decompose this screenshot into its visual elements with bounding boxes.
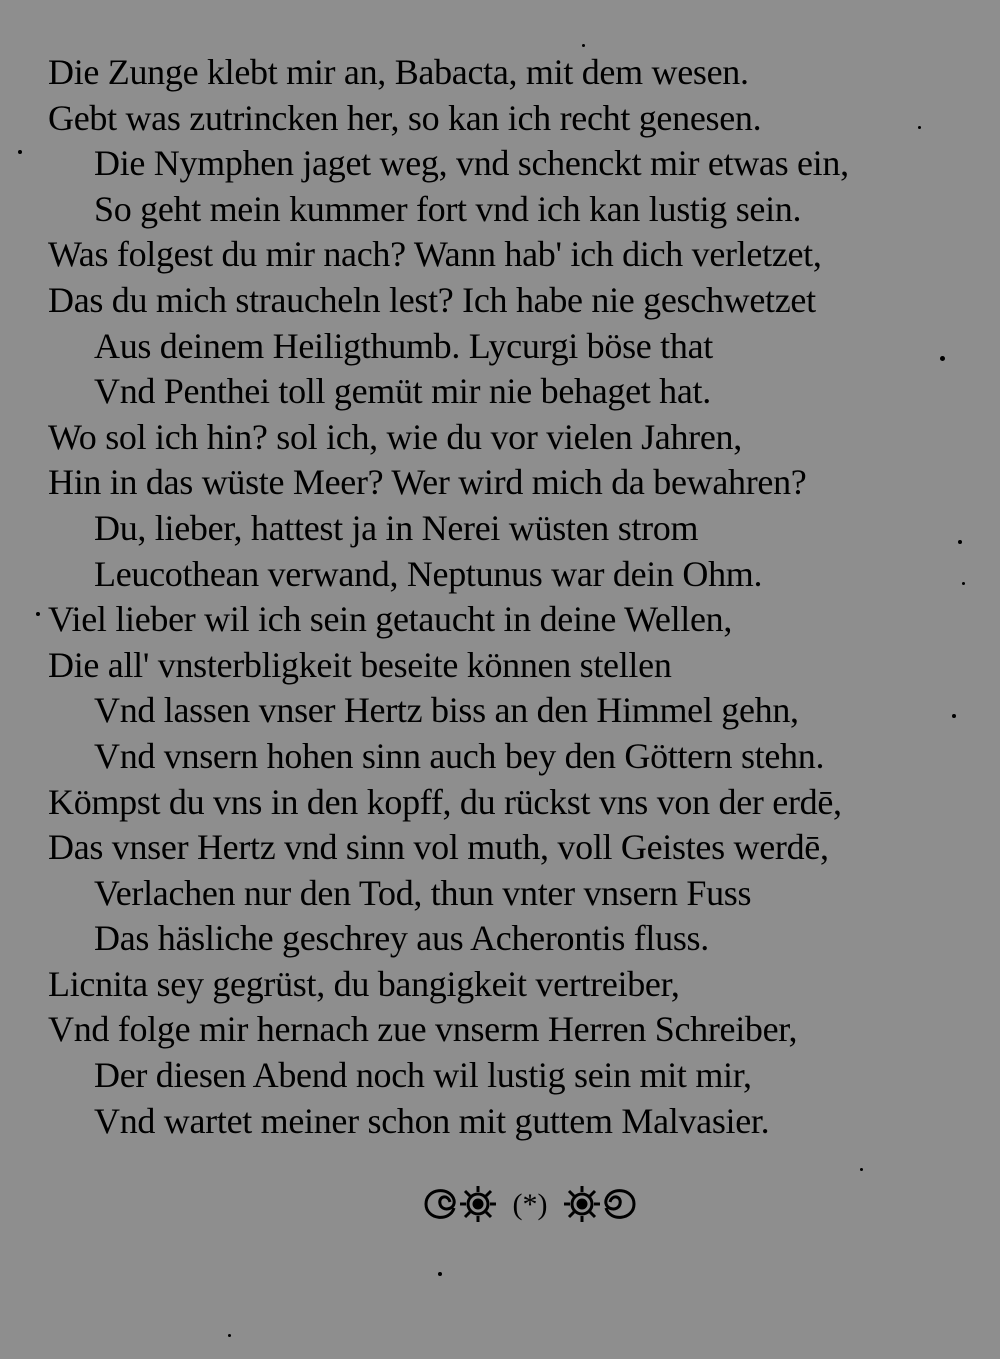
poem-line: Hin in das wüste Meer? Wer wird mich da bewahren? [48,462,807,503]
ink-speck [952,714,956,718]
ink-speck [918,126,921,129]
ornament-center: (*) [512,1188,548,1221]
ink-speck [438,1272,442,1276]
poem-text [48,50,968,1144]
poem-line: Gebt was zutrincken her, so kan ich recht genesen. [48,97,762,138]
poem-line: Viel lieber wil ich sein getaucht in deine Wellen, [48,599,733,640]
poem-line: Der diesen Abend noch wil lustig sein mit mir, [94,1055,752,1096]
poem-line: Vnd vnsern hohen sinn auch bey den Göttern stehn. [94,735,825,776]
ink-speck [18,150,22,154]
poem-line: Licnita sey gegrüst, du bangigkeit vertreiber, [48,963,680,1004]
poem-line: Vnd folge mir hernach zue vnserm Herren Schreiber, [48,1009,798,1050]
poem-line: Vnd wartet meiner schon mit guttem Malvasier. [94,1100,770,1141]
ink-speck [860,1168,863,1171]
ink-speck [940,356,945,361]
ink-speck [962,582,965,585]
ink-speck [582,44,585,47]
poem-line: Vnd lassen vnser Hertz biss an den Himmel gehn, [94,690,799,731]
poem-line: Die Nymphen jaget weg, vnd schenckt mir etwas ein, [94,143,849,184]
poem-line: Aus deinem Heiligthumb. Lycurgi böse that [94,325,713,366]
poem-line: Das vnser Hertz vnd sinn vol muth, voll Geistes werdē, [48,827,829,868]
poem-line: Wo sol ich hin? sol ich, wie du vor vielen Jahren, [48,416,742,457]
ink-speck [958,540,962,544]
printers-ornament-icon [420,1176,640,1232]
ink-speck [36,612,40,616]
poem-line: Was folgest du mir nach? Wann hab' ich dich verletzet, [48,234,822,275]
poem-line: Verlachen nur den Tod, thun vnter vnsern Fuss [94,872,752,913]
ink-speck [228,1334,231,1337]
poem-line: Vnd Penthei toll gemüt mir nie behaget hat. [94,371,711,412]
poem-line: Die Zunge klebt mir an, Babacta, mit dem wesen. [48,52,749,92]
poem-line: Kömpst du vns in den kopff, du rückst vns von der erdē, [48,781,842,822]
poem-line: Die all' vnsterbligkeit beseite können stellen [48,644,672,685]
poem-line: Leucothean verwand, Neptunus war dein Ohm. [94,553,763,594]
poem-line: So geht mein kummer fort vnd ich kan lustig sein. [94,188,802,229]
poem-line: Das du mich straucheln lest? Ich habe nie geschwetzet [48,279,816,320]
poem-line: Du, lieber, hattest ja in Nerei wüsten strom [94,507,699,548]
poem-line: Das häsliche geschrey aus Acherontis fluss. [94,918,709,959]
